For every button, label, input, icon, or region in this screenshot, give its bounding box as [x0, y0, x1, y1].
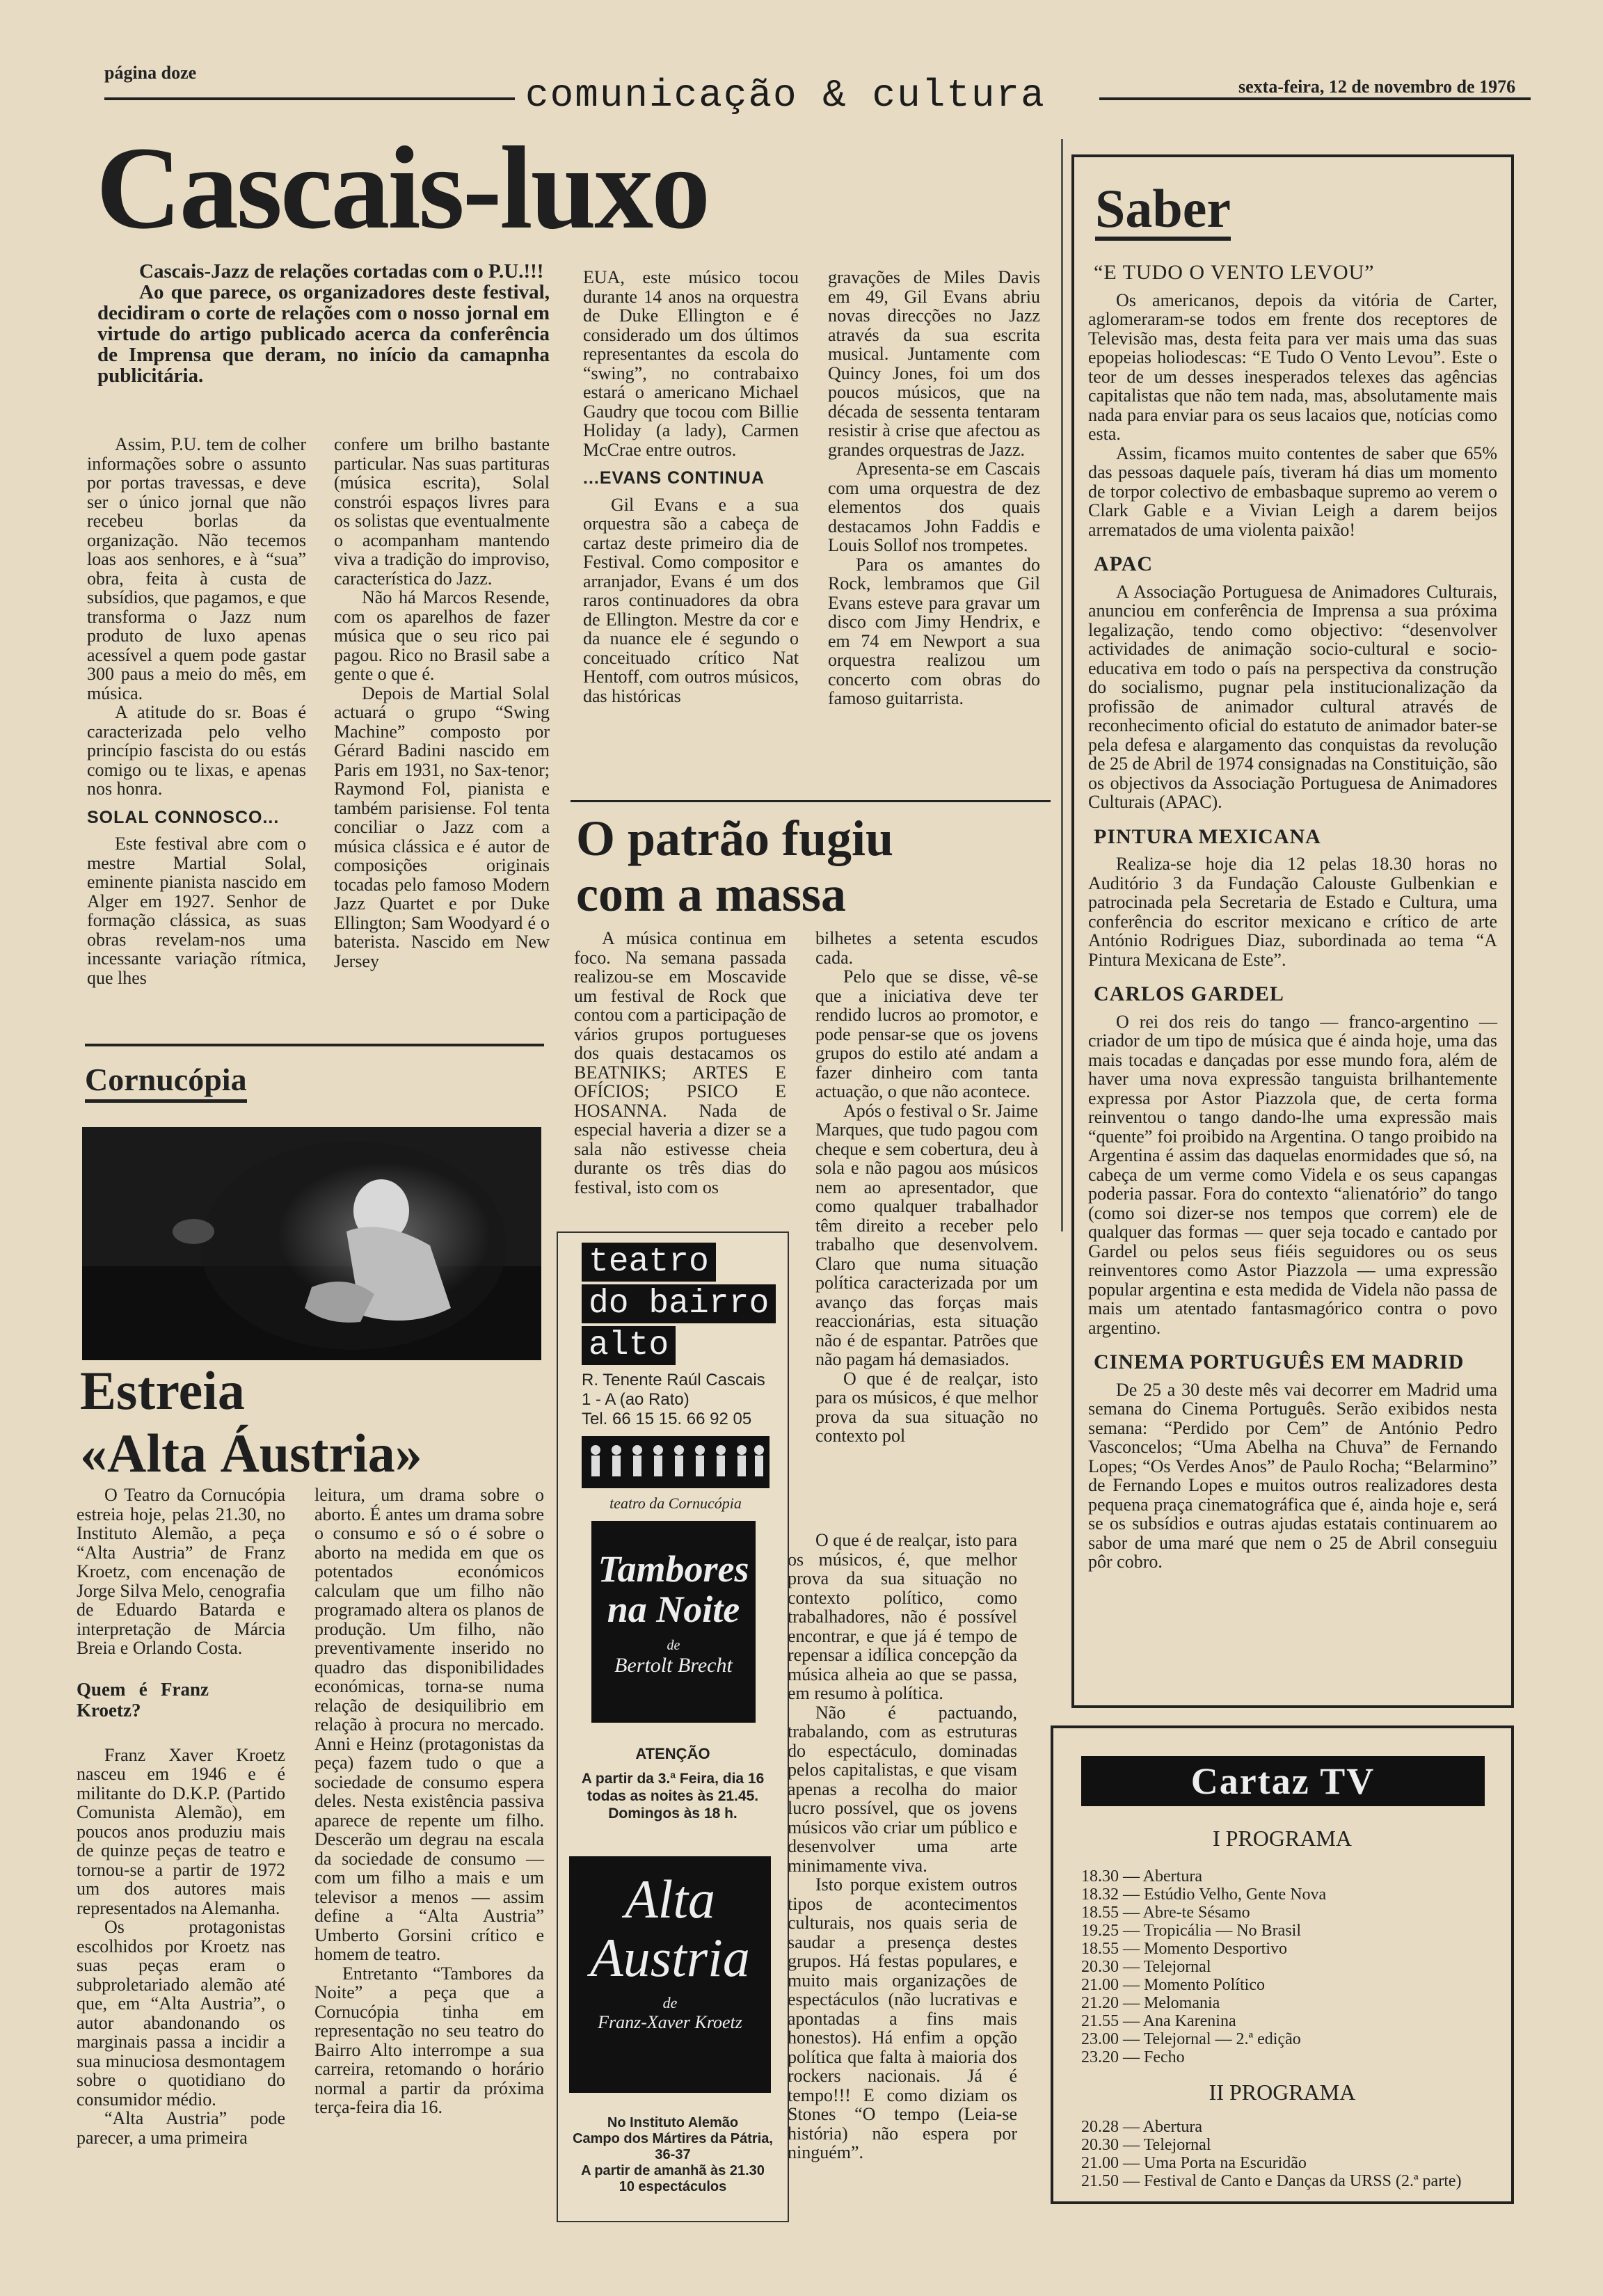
estreia-headline-1: Estreia	[80, 1360, 245, 1421]
tv-item: 18.55 — Abre-te Sésamo	[1081, 1904, 1250, 1922]
poster-author-2: Franz-Xaver Kroetz	[598, 2012, 742, 2032]
saber-title: Saber	[1095, 181, 1231, 241]
column-rule	[1061, 139, 1063, 1231]
paragraph: Isto porque existem outros tipos de acontecimentos culturais, nos quais seria de saudar a presença destes grupos. Há festas populares, e muito mais organizações de espectáculos (não lucrativas e apontadas a fins mais honestos). Há enfim a opção política que falta à maioria dos rockers nacionais. Já é tempo!!! E como diziam os Stones “O tempo (Leia-se história) não espera por ninguém”.	[788, 1874, 1017, 2162]
ad-address-2: 1 - A (ao Rato)	[582, 1390, 689, 1409]
paragraph: Não é pactuando, trabalando, com as estruturas do espectáculo, dominadas pelos capitalistas, e que visam apenas a recolha do maior lucro possível, que os jovens músicos vão criar um público e desenvolver uma arte minimamente viva.	[788, 1702, 1017, 1876]
paragraph: O que é de realçar, isto para os músicos, é que melhor prova da sua situação no contexto pol	[815, 1368, 1038, 1446]
paragraph: A atitude do sr. Boas é caracterizada pelo velho princípio fascista do ou estás comigo ou te lixas, e apenas nos honra.	[87, 702, 306, 799]
tv-item: 20.30 — Telejornal	[1081, 2136, 1211, 2154]
cornucopia-label: Cornucópia	[85, 1061, 247, 1103]
poster-de-2: de	[662, 1994, 678, 2011]
theatre-photo	[82, 1127, 541, 1360]
tv-item: 21.55 — Ana Karenina	[1081, 2012, 1236, 2030]
paragraph: O rei dos reis do tango — franco-argentino — criador de um tipo de música que é ainda hoje, uma das mais tocadas e dançadas por esse mundo fora, além de haver uma nova expressão tanguista brilhantemente expressa por Astor Piazzola que, de certa forma reinventou o tango dando-lhe uma expressão mais “quente” foi proibido na Argentina. O tango proibido na Argentina é assim das daquelas enormidades que só, na cabeça de um verme como Videla e os seus capangas poderia passar. Fora do contexto “alienatório” do tango (como soi dizer-se nos tempos que correm) ele de qualquer das formas — quer seja tocado e cantado por Gardel ou pelos seus fiéis seguidores ou os seus reinventores como Astor Piazzola — uma expressão popular argentina e esta medida de Videla não passa de mais um atentado fantasmagórico contra o povo argentino.	[1088, 1011, 1497, 1338]
page-number: página doze	[104, 63, 197, 83]
header-rule-left	[104, 97, 515, 100]
section-rule	[85, 1044, 544, 1046]
tv-item: 21.20 — Melomania	[1081, 1994, 1220, 2012]
saber-box	[1071, 154, 1514, 1708]
saber-content	[1088, 263, 1497, 1572]
venue-1: No Instituto Alemão	[607, 2115, 739, 2130]
company-name: teatro da Cornucópia	[609, 1494, 742, 1512]
patrao-column-2	[815, 929, 1038, 1446]
venue-info	[565, 2115, 781, 2195]
paragraph: Depois de Martial Solal actuará o grupo “Swing Machine” composto por Gérard Badini nascido em Paris em 1931, no Sax-tenor; Raymond Fol, pianista e também parisiense. Fol tenta conciliar o Jazz com a música clássica e é autor de composições originais tocadas pelo famoso Modern Jazz Quartet e por Duke Ellington; Sam Woodyard é o baterista. Nascido em New Jersey	[334, 683, 550, 971]
article-column-2	[334, 435, 550, 971]
cornucopia-column-2	[314, 1485, 544, 2117]
paragraph: confere um brilho bastante particular. Nas suas partituras (música escrita), Solal constrói espaços livres para os solistas que eventualmente o acompanham mantendo viva a tradição do improviso, característica do Jazz.	[334, 434, 550, 589]
tv-item: 19.25 — Tropicália — No Brasil	[1081, 1922, 1301, 1940]
page-date: sexta-feira, 12 de novembro de 1976	[1238, 77, 1516, 97]
tv-list-1	[1081, 1867, 1485, 2066]
cornucopia-column-1	[77, 1485, 285, 2147]
poster-author: Bertolt Brecht	[614, 1654, 733, 1677]
tv-item: 18.55 — Momento Desportivo	[1081, 1940, 1287, 1958]
headline: Cascais-luxo	[96, 122, 709, 253]
article-column-3	[583, 268, 799, 705]
patrao-column-1	[574, 929, 786, 1197]
paragraph: Este festival abre com o mestre Martial Solal, eminente pianista nascido em Alger em 1927. Senhor de formação clássica, as suas obras revelam-nos uma incessante variação rítmica, que lhes	[87, 834, 306, 988]
poster-alta-austria	[569, 1856, 771, 2093]
saber-heading: APAC	[1094, 552, 1154, 575]
intro-line-2: Ao que parece, os organizadores deste festival, decidiram o corte de relações com o nosso jornal em virtude do artigo publicado acerca da conferência de Imprensa que deram, no início da camapnha publicitária.	[97, 281, 550, 387]
saber-heading: “E TUDO O VENTO LEVOU”	[1094, 261, 1375, 284]
tv-item: 20.28 — Abertura	[1081, 2118, 1202, 2136]
tv-item: 20.30 — Telejornal	[1081, 1958, 1211, 1976]
saber-heading: PINTURA MEXICANA	[1094, 824, 1321, 848]
paragraph: Para os amantes do Rock, lembramos que Gil Evans esteve para gravar um disco com Jimy Hendrix, e em 74 em Newport a sua orquestra realizou um concerto com obras do famoso guitarrista.	[828, 554, 1040, 708]
paragraph: Apresenta-se em Cascais com uma orquestra de dez elementos dos quais destacamos John Faddis e Louis Sollof nos trompetes.	[828, 459, 1040, 555]
paragraph: “Alta Austria” pode parecer, a uma primeira	[77, 2108, 285, 2148]
paragraph: A Associação Portuguesa de Animadores Culturais, anunciou em conferência de Imprensa a sua próxima legalização, tendo como objectivo: “desenvolver actividades de animação socio-cultural e socio-educativa em todo o país na perspectiva da construção do socialismo, pugnar pela institucionalização da profissão de animador cultural através de reconhecimento oficial do estatuto de animador bater-se pela defesa e alargamento das conquistas da revolução de 25 de Abril de 1974 consignadas na Constituição, são os objectivos da Associação Portuguesa de Animadores Culturais (APAC).	[1088, 581, 1497, 812]
ad-phone: Tel. 66 15 15. 66 92 05	[582, 1410, 752, 1428]
tv-program-1: I PROGRAMA	[1212, 1826, 1353, 1851]
patrao-headline-1: O patrão fugiu	[576, 811, 894, 866]
paragraph: A música continua em foco. Na semana passada realizou-se em Moscavide um festival de Rock que contou com a participação de vários grupos portugueses dos quais destacamos os BEATNIKS; ARTES E OFÍCIOS; PSICO E HOSANNA. Nada de especial haveria a dizer se a sala não estivesse cheia durante os três dias do festival, isto com os	[574, 928, 786, 1197]
paragraph: O que é de realçar, isto para os músicos, é, que melhor prova da sua situação no contexto político, como trabalhadores, não é possível encontrar, e que já é tempo de repensar a idílica concepção da música alheia ao que se passa, em resumo à política.	[788, 1530, 1017, 1703]
estreia-headline-2: «Alta Áustria»	[80, 1423, 422, 1483]
poster-tambores	[591, 1521, 756, 1723]
theatre-ad	[557, 1231, 789, 2222]
paragraph: Entretanto “Tambores da Noite” a peça que a Cornucópia tinha em representação no seu teatro do Bairro Alto interrompe a sua carreira, retomando o horário normal a partir da próxima terça-feira dia 16.	[314, 1963, 544, 2117]
paragraph: Após o festival o Sr. Jaime Marques, que tudo pagou com cheque e sem cobertura, deu à sola e não pagou aos músicos nem ao apresentador, que como qualquer trabalhador têm direito a receber pelo trabalho que desenvolvem. Claro que numa situação política caracterizada por um avanço das forças mais reaccionárias, esta situação não é de espantar. Patrões que não pagam há demasiados.	[815, 1100, 1038, 1369]
saber-heading: CINEMA PORTUGUÊS EM MADRID	[1094, 1350, 1465, 1373]
poster-title-1: Tambores	[598, 1548, 749, 1590]
paragraph: leitura, um drama sobre o aborto. É antes um drama sobre o consumo e só o é sobre o aborto na medida em que os potentados económicos calculam que um filho não programado altera os planos de produção. Um filho, não preventivamente inserido no quadro das disponibilidades económicas, torna-se numa relação de desiquilibrio em relação à procura no mercado. Anni e Heinz (protagonistas da peça) fazem tudo o que a sociedade de consumo espera deles. Nesta existência passiva aparece de repente um filho. Descerão um degrau na escala da sociedade de consumo — com um filho a mais e um televisor a menos — assim define a “Alta Austria” Umberto Gorsini crítico e homem de teatro.	[314, 1485, 544, 1964]
paragraph: Os americanos, depois da vitória de Carter, aglomeraram-se todos em frente dos receptores de Televisão mas, desta feita para ver mais uma das suas epopeias holiodescas: “E Tudo O Vento Levou”. Este o teor de um desses inesperados telexes das agências capitalistas que não tem nada, mas, absolutamente mais nada para enviar para os seus lacaios que, notícias como esta.	[1088, 289, 1497, 444]
venue-2: Campo dos Mártires da Pátria, 36-37	[573, 2131, 773, 2162]
paragraph: Franz Xaver Kroetz nasceu em 1946 e é militante do D.K.P. (Partido Comunista Alemão), em poucos anos produziu mais de quinze peças de teatro e tornou-se a partir de 1972 um dos autores mais representados na Alemanha.	[77, 1744, 285, 1918]
paragraph: O Teatro da Cornucópia estreia hoje, pelas 21.30, no Instituto Alemão, a peça “Alta Austria” de Franz Kroetz, com encenação de Jorge Silva Melo, cenografia de Eduardo Batarda e interpretação de Márcia Breia e Orlando Costa.	[77, 1485, 285, 1658]
paragraph: Assim, P.U. tem de colher informações sobre o assunto por portas travessas, e deve ser o único jornal que não recebeu borlas da organização. Não tecemos loas aos senhores, e à “sua” obra, feita à custa de subsídios, que pagamos, e que transforma o Jazz num produto de luxo apenas acessível a quem pode gastar 300 paus a meio do mês, em música.	[87, 434, 306, 703]
intro-line-1: Cascais-Jazz de relações cortadas com o P.U.!!!	[139, 260, 544, 282]
tv-list-2	[1081, 2118, 1485, 2190]
tv-item: 23.00 — Telejornal — 2.ª edição	[1081, 2030, 1301, 2048]
subheading: SOLAL CONNOSCO...	[87, 807, 280, 827]
article-column-1	[87, 435, 306, 987]
subheading: Quem é Franz Kroetz?	[77, 1678, 209, 1721]
tv-item: 21.50 — Festival de Canto e Danças da URSS (2.ª parte)	[1081, 2172, 1462, 2190]
section-rule	[571, 800, 1051, 802]
venue-4: 10 espectáculos	[619, 2179, 727, 2194]
paragraph: gravações de Miles Davis em 49, Gil Evans abriu novas direcções no Jazz através da sua escrita musical. Juntamente com Quincy Jones, foi um dos poucos músicos, que na década de sessenta tentaram resistir à crise que afectou as grandes orquestras de Jazz.	[828, 267, 1040, 460]
ad-line-1: teatro	[582, 1243, 716, 1282]
subheading: ...EVANS CONTINUA	[583, 468, 765, 488]
ad-line-2: do bairro	[582, 1284, 776, 1323]
company-figures	[582, 1436, 769, 1488]
patrao-headline-2: com a massa	[576, 866, 846, 922]
tv-item: 21.00 — Momento Político	[1081, 1976, 1265, 1994]
article-column-4	[828, 268, 1040, 708]
saber-heading: CARLOS GARDEL	[1094, 982, 1284, 1005]
tv-box	[1051, 1725, 1514, 2204]
paragraph: Assim, ficamos muito contentes de saber que 65% das pessoas daquele país, tiveram há dias um momento de torpor colectivo de embasbaque supremo ao verem o Clark Gable e a Vivian Leigh a darem beijos arrematados de uma violenta paixão!	[1088, 443, 1497, 540]
header-rule-right	[1099, 97, 1531, 100]
poster-title-4: Austria	[590, 1927, 750, 1988]
tv-item: 23.20 — Fecho	[1081, 2048, 1185, 2066]
atencao-label: ATENÇÃO	[635, 1745, 710, 1762]
poster-title-2: na Noite	[607, 1588, 740, 1630]
article-intro	[97, 261, 550, 386]
paragraph: Gil Evans e a sua orquestra são a cabeça de cartaz deste primeiro dia de Festival. Como compositor e arranjador, Evans é um dos raros continuadores da obra de Ellington. Mestre da cor e da nuance ele é segundo o conceituado crítico Nat Hentoff, com outros músicos, das históricas	[583, 494, 799, 706]
paragraph: Realiza-se hoje dia 12 pelas 18.30 horas no Auditório 3 da Fundação Calouste Gulbenkian e patrocinada pela Secretaria de Estado e Cultura, uma conferência do escritor mexicano e crítico de arte António Rodrigues Diaz, subordinada ao tema “A Pintura Mexicana de Este”.	[1088, 854, 1497, 970]
paragraph: De 25 a 30 deste mês vai decorrer em Madrid uma semana do Cinema Português. Serão exibidos nesta semana: “Perdido por Cem” de António Pedro Vasconcelos; “Uma Abelha na Chuva” de Fernando Lopes; “Os Verdes Anos” de Paulo Rocha; “Belarmino” de Fernando Lopes e muitos outros realizadores desta pequena praça cinematográfica que é, ainda hoje e, será se os subsídios e outras ajudas estatais continuarem ao sabor de uma maré que nem o 25 de Abril conseguiu pôr cobro.	[1088, 1379, 1497, 1572]
venue-3: A partir de amanhã às 21.30	[581, 2163, 765, 2178]
patrao-column-2b	[788, 1531, 1017, 2162]
section-title: comunicação & cultura	[525, 73, 1046, 118]
paragraph: Pelo que se disse, vê-se que a iniciativa deve ter rendido lucros ao promotor, e pode pensar-se que os jovens grupos do estilo até andam a fazer dinheiro com tanta actuação, o que não acontece.	[815, 966, 1038, 1101]
tv-item: 21.00 — Uma Porta na Escuridão	[1081, 2154, 1307, 2172]
paragraph: Os protagonistas escolhidos por Kroetz nas suas peças eram o subproletariado alemão até que, em “Alta Austria”, o autor abandonando os marginais passa a incidir a sua minuciosa desmontagem sobre o quotidiano do consumidor médio.	[77, 1917, 285, 2110]
tv-title: Cartaz TV	[1081, 1756, 1485, 1806]
schedule-text: A partir da 3.ª Feira, dia 16 todas as noites às 21.45. Domingos às 18 h.	[581, 1771, 765, 1821]
poster-de: de	[667, 1638, 680, 1653]
paragraph: bilhetes a setenta escudos cada.	[815, 928, 1038, 968]
ad-line-3: alto	[582, 1326, 676, 1365]
tv-item: 18.32 — Estúdio Velho, Gente Nova	[1081, 1886, 1327, 1904]
poster-title-3: Alta	[625, 1869, 715, 1929]
tv-program-2: II PROGRAMA	[1209, 2080, 1356, 2105]
tv-item: 18.30 — Abertura	[1081, 1867, 1202, 1886]
paragraph: EUA, este músico tocou durante 14 anos na orquestra de Duke Ellington e é considerado um dos últimos representantes da escola do “swing”, no contrabaixo estará o americano Michael Gaudry que tocou com Billie Holiday (a lady), Carmen McCrae entre outros.	[583, 267, 799, 460]
paragraph: Não há Marcos Resende, com os aparelhos de fazer música que o seu rico pai pagou. Rico no Brasil sabe a gente o que é.	[334, 587, 550, 684]
ad-address-1: R. Tenente Raúl Cascais	[582, 1371, 765, 1389]
